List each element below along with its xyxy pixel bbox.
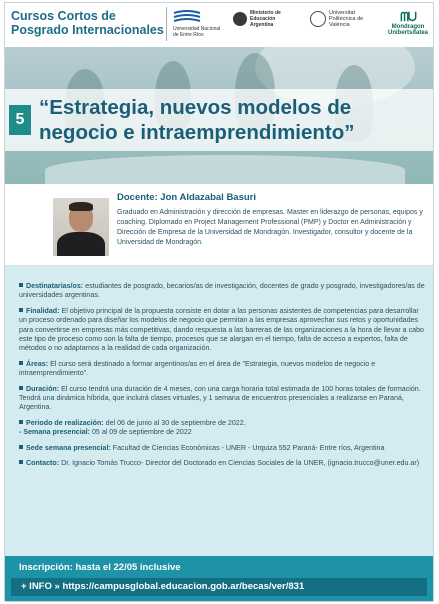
uner-logo: [173, 10, 227, 38]
argentina-seal-icon: [233, 12, 247, 26]
destinatarios-text: estudiantes de posgrado, becarios/as de investigación, docentes de grado y posgrado, investigadores/as de universidades argentinas.: [19, 282, 425, 300]
course-flyer: [4, 2, 434, 602]
program-title-line2: Posgrado Internacionales: [11, 23, 164, 37]
mondragon-mark-icon: ᗰᑌ: [400, 10, 416, 24]
info-link[interactable]: [21, 581, 304, 592]
uner-mark-icon: [173, 10, 201, 22]
hero-table: [45, 155, 405, 184]
bullet-icon: [19, 420, 23, 424]
upv-logo-text: Universitat Politècnica de València: [329, 10, 364, 28]
sede-label: Sede semana presencial:: [26, 443, 111, 452]
mondragon-logo-text: Mondragon Unibertsitatea: [387, 24, 428, 36]
hero-banner: [5, 47, 434, 184]
teacher-bio: Graduado en Administración y dirección de empresas. Master en liderazgo de personas, equipos y coaching. Diplomado en Project Management Professional (PMP) y Doctor en Administración y Dirección de Empresa de la Universidad de Mondragón. Investigador, consultor y docente de la Universidad de Mondragón.: [117, 209, 423, 246]
duracion-item: [19, 385, 425, 413]
semana-text: 05 al 09 de septiembre de 2022: [91, 428, 192, 437]
areas-text: El curso será destinado a formar argentinos/as en el área de "Estrategia, nuevos modelos de negocio e intraemprendimiento".: [19, 359, 376, 378]
contacto-label: Contacto:: [26, 459, 60, 468]
course-details: [5, 266, 434, 556]
upv-logo: [310, 10, 380, 28]
ministerio-logo-text: Ministerio de Educación Argentina: [250, 10, 281, 28]
upv-seal-icon: [310, 11, 326, 27]
finalidad-text: El objetivo principal de la propuesta consiste en dotar a las personas asistentes de competencias para desarrollar un proceso ordenado para diseñar los modelos de negocio que permitan a las empresas aprovechar sus retos y oportunidades para convertirse en empresas más competitivas, dando respuesta a las barreras de las organizaciones a la hora de llevar a cabo este tipo de proceso como son la falta de tiempo, procesos que se alargan en el tiempo, falta de acceso a expertos, falta de métodos o no adaptarnos a la realidad de cada organización.: [19, 306, 424, 353]
bullet-icon: [19, 283, 23, 287]
teacher-section: [5, 184, 434, 266]
areas-label: Áreas:: [26, 359, 49, 368]
bullet-icon: [19, 386, 23, 390]
uner-logo-text: Universidad Nacional de Entre Ríos: [173, 26, 221, 38]
info-url[interactable]: https://campusglobal.educacion.gob.ar/becas/ver/831: [62, 581, 305, 592]
title-band: [5, 89, 434, 151]
sede-item: [19, 444, 425, 453]
info-label: + INFO »: [21, 581, 60, 592]
periodo-text: del 06 de junio al 30 de septiembre de 2022.: [105, 418, 246, 427]
bullet-icon: [19, 460, 23, 464]
duracion-text: El curso tendrá una duración de 4 meses, con una carga horaria total estimada de 100 horas totales de formación. Tendrá una dinámica híbrida, que incluirá clases virtuales, y 1 semana de encuentros presenciales a realizarse en Paraná, Argentina.: [19, 384, 421, 412]
ministerio-logo: [233, 10, 301, 28]
course-title: “Estrategia, nuevos modelos de negocio e intraemprendimiento”: [39, 96, 355, 144]
course-number: 5: [9, 105, 31, 135]
inscription-deadline: Inscripción: hasta el 22/05 inclusive: [19, 562, 181, 573]
teacher-photo-body: [57, 232, 105, 256]
teacher-name: Docente: Jon Aldazabal Basuri: [117, 192, 257, 203]
finalidad-item: [19, 307, 425, 354]
destinatarios-label: Destinatarias/os:: [26, 282, 84, 290]
mondragon-logo: [385, 10, 431, 36]
semana-label: - Semana presencial:: [19, 428, 90, 437]
duracion-label: Duración:: [26, 384, 60, 393]
teacher-photo: [53, 198, 109, 256]
finalidad-label: Finalidad:: [26, 306, 60, 315]
header-divider: [166, 7, 167, 41]
sede-text: Facultad de Ciencias Económicas - UNER - Urquiza 552 Paraná- Entre ríos, Argentina: [112, 443, 385, 452]
destinatarios-item: [19, 282, 425, 301]
teacher-photo-hair: [69, 202, 93, 211]
contacto-text: Dr. Ignacio Tomás Trucco- Director del Doctorado en Ciencias Sociales de la UNER, (ignacio.trucco@uner.edu.ar): [61, 459, 420, 468]
header: [5, 3, 434, 45]
periodo-item: [19, 419, 425, 438]
bullet-icon: [19, 361, 23, 365]
bullet-icon: [19, 308, 23, 312]
program-title-line1: Cursos Cortos de: [11, 9, 116, 23]
footer: [5, 556, 434, 602]
periodo-label: Periodo de realización:: [26, 418, 104, 427]
program-title: [11, 9, 171, 37]
bullet-icon: [19, 445, 23, 449]
info-bar[interactable]: [11, 578, 427, 596]
areas-item: [19, 360, 425, 379]
contacto-item: [19, 459, 425, 468]
